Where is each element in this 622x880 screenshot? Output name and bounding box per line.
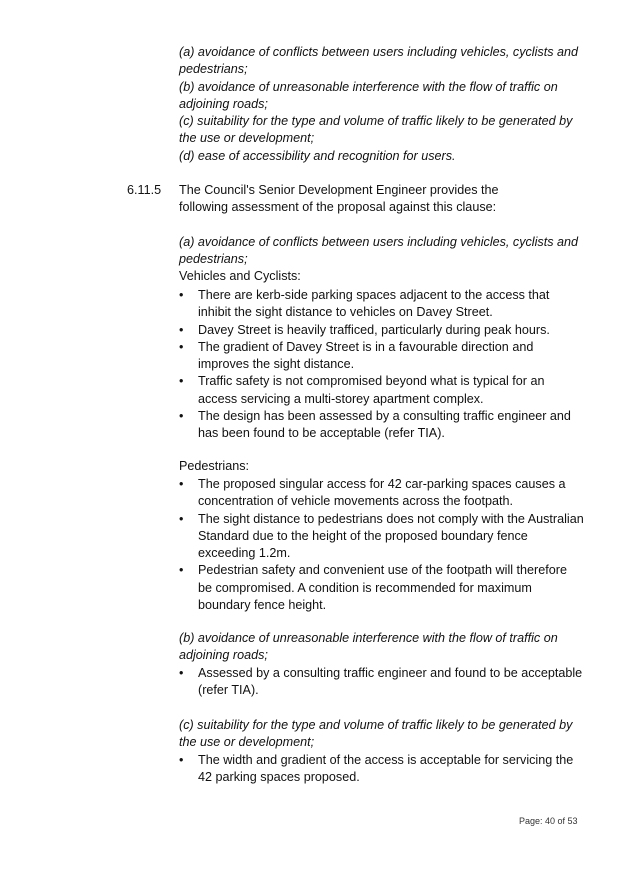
list-item: • The sight distance to pedestrians does not comply with the Australian Standard due to the height of the proposed boundary fence exceeding 1.2m. — [179, 511, 584, 561]
intro-criteria — [179, 44, 584, 165]
list-item: • Assessed by a consulting traffic engineer and found to be acceptable (refer TIA). — [179, 666, 583, 698]
criterion-c-heading: (c) suitability for the type and volume of traffic likely to be generated by the use or development; — [179, 718, 573, 750]
intro-criterion-b: (b) avoidance of unreasonable interference with the flow of traffic on adjoining roads; — [179, 79, 558, 111]
criterion-a-heading: (a) avoidance of conflicts between users including vehicles, cyclists and pedestrians; — [179, 235, 579, 267]
bullet-icon: • — [179, 666, 184, 680]
bullet-icon: • — [179, 374, 184, 389]
criterion-c-bullets — [179, 752, 584, 787]
bullet-icon: • — [179, 409, 184, 424]
list-item: • The design has been assessed by a consulting traffic engineer and has been found to be acceptable (refer TIA). — [179, 409, 571, 441]
list-item: • Traffic safety is not compromised beyond what is typical for an access servicing a multi-storey apartment complex. — [179, 374, 545, 406]
pedestrians-bullets — [179, 476, 584, 614]
intro-criterion-c: (c) suitability for the type and volume of traffic likely to be generated by the use or development; — [179, 114, 573, 146]
bullet-icon: • — [179, 753, 184, 767]
list-item: • Pedestrian safety and convenient use of the footpath will therefore be compromised. A condition is recommended for maximum boundary fence height. — [179, 563, 567, 613]
bullet-icon: • — [179, 563, 184, 578]
criterion-b-bullets — [179, 665, 584, 700]
list-item: • The width and gradient of the access is acceptable for servicing the 42 parking spaces proposed. — [179, 753, 574, 785]
list-item: • Davey Street is heavily trafficed, particularly during peak hours. — [179, 322, 584, 339]
pedestrians-label: Pedestrians: — [179, 459, 250, 473]
list-item: • The proposed singular access for 42 car-parking spaces causes a concentration of vehicle movements across the footpath. — [179, 477, 566, 509]
vehicles-label: Vehicles and Cyclists: — [179, 269, 301, 283]
criterion-b-heading: (b) avoidance of unreasonable interference with the flow of traffic on adjoining roads; — [179, 631, 558, 663]
intro-criterion-d: (d) ease of accessibility and recognition for users. — [179, 148, 456, 163]
bullet-icon: • — [179, 288, 184, 302]
section-number: 6.11.5 — [127, 183, 162, 197]
vehicles-bullets — [179, 287, 584, 443]
bullet-icon: • — [179, 511, 184, 526]
intro-criterion-a: (a) avoidance of conflicts between users including vehicles, cyclists and pedestrians; — [179, 45, 579, 77]
section-intro: The Council's Senior Development Engineer provides the following assessment of the proposal against this clause: — [179, 183, 499, 215]
bullet-icon: • — [179, 339, 184, 354]
page-number: Page: 40 of 53 — [519, 816, 578, 826]
bullet-icon: • — [179, 477, 184, 491]
list-item: • The gradient of Davey Street is in a favourable direction and improves the sight distance. — [179, 339, 534, 372]
bullet-icon: • — [179, 322, 184, 337]
list-item: • There are kerb-side parking spaces adjacent to the access that inhibit the sight distance to vehicles on Davey Street. — [179, 288, 550, 320]
